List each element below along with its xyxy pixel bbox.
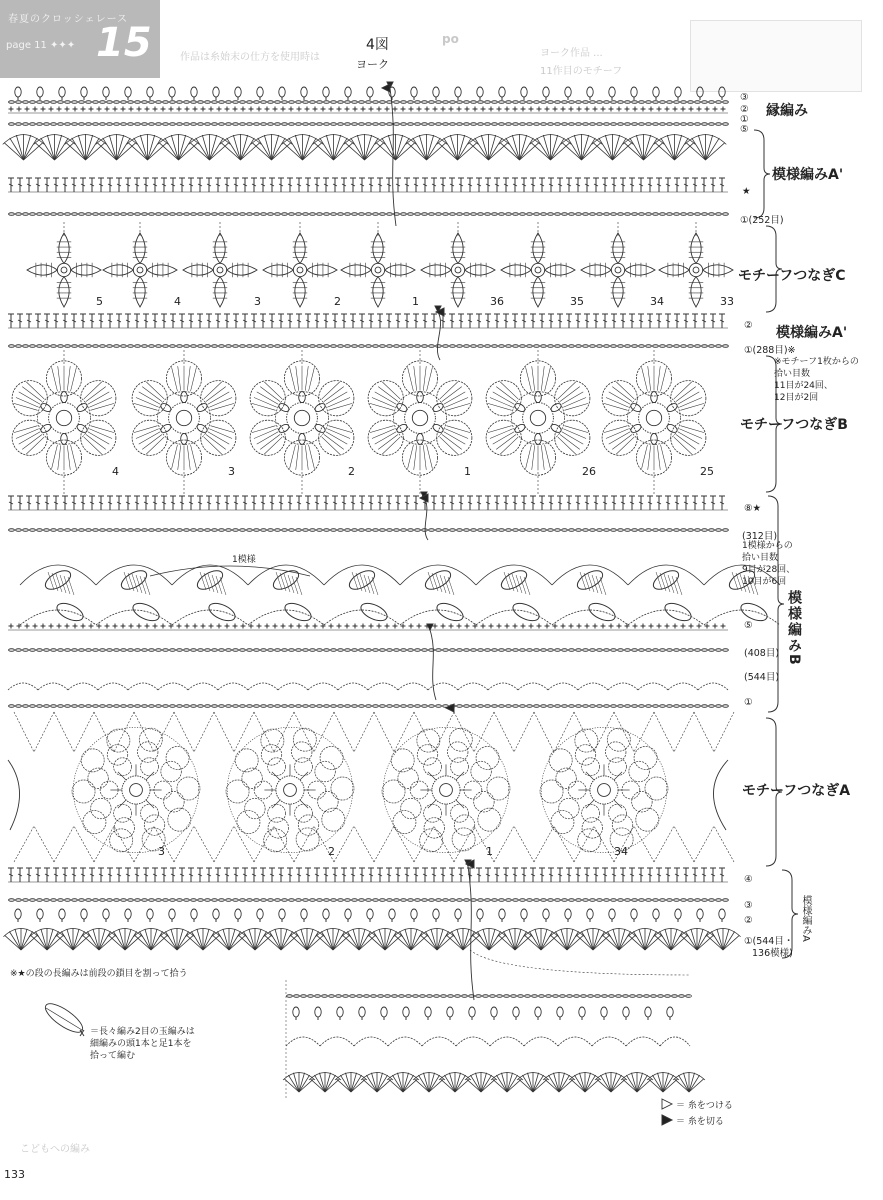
pattern-b-chain-row bbox=[8, 529, 728, 532]
motif-b-number: 3 bbox=[228, 465, 235, 478]
row-label-408: (408目) bbox=[744, 648, 780, 659]
edge-chain-row-2 bbox=[8, 123, 728, 126]
sample-fan-row bbox=[283, 1072, 705, 1092]
motif-a-number: 34 bbox=[614, 845, 628, 858]
motifs bbox=[12, 233, 733, 853]
motif-c-7 bbox=[501, 233, 575, 307]
motif-b-2 bbox=[132, 361, 236, 475]
edge-chain-row-1 bbox=[8, 101, 728, 104]
note-one-pattern: 1模様 bbox=[232, 555, 256, 565]
motif-c-number: 1 bbox=[412, 295, 419, 308]
motif-c-5 bbox=[341, 233, 415, 307]
row-label-b-1: ① bbox=[744, 697, 753, 708]
row-label-a3-4: ④ bbox=[744, 874, 753, 885]
row-label-edge-2: ② bbox=[740, 104, 749, 115]
motif-c-number: 33 bbox=[720, 295, 734, 308]
motif-c-number: 36 bbox=[490, 295, 504, 308]
label-pattern-a1: 模様編みA' bbox=[772, 167, 844, 183]
row-label-a3-3: ③ bbox=[744, 900, 753, 911]
row-label-312: (312目) bbox=[742, 531, 778, 542]
motif-b-6 bbox=[602, 361, 706, 475]
motif-c-number: 3 bbox=[254, 295, 261, 308]
motif-a-3 bbox=[382, 727, 510, 852]
pattern-a1-dc-row bbox=[8, 178, 728, 192]
badge-number: 15 bbox=[96, 20, 152, 66]
legend-attach-symbol bbox=[662, 1099, 672, 1109]
badge-series-title: 春夏のクロッシェレース bbox=[8, 14, 129, 25]
motif-b-1 bbox=[12, 361, 116, 475]
sample-bobble-row bbox=[293, 1007, 673, 1020]
pattern-a2-chain-row bbox=[8, 345, 728, 348]
motif-a-number: 3 bbox=[158, 845, 165, 858]
motif-c-2 bbox=[103, 233, 177, 307]
note-pattern-b-pickup: 1模様からの 拾い目数 9目が28回、 10目が6回 bbox=[742, 541, 796, 587]
motif-a-2 bbox=[226, 727, 354, 852]
motif-a-1 bbox=[72, 727, 200, 852]
row-label-a2-2: ② bbox=[744, 320, 753, 331]
ghost-text-right2: 11作目のモチーフ bbox=[540, 66, 623, 77]
motif-c-3 bbox=[183, 233, 257, 307]
label-edge: 縁編み bbox=[766, 103, 808, 119]
badge-page-ref: page 11 ✦✦✦ bbox=[6, 40, 76, 51]
legend-cut-symbol bbox=[662, 1115, 672, 1125]
motif-c-number: 5 bbox=[96, 295, 103, 308]
row-label-a3-2: ② bbox=[744, 915, 753, 926]
motif-c-number: 4 bbox=[174, 295, 181, 308]
legend-cut-yarn: ＝ 糸を切る bbox=[676, 1117, 724, 1127]
row-label-a3-1b: 136模様) bbox=[752, 948, 793, 959]
motif-c-1 bbox=[27, 233, 101, 307]
motif-a-zigzag-links bbox=[8, 712, 734, 862]
label-motif-c: モチーフつなぎC bbox=[738, 268, 846, 284]
row-label-544: (544目) bbox=[744, 672, 780, 683]
motif-c-number: 35 bbox=[570, 295, 584, 308]
motif-b-bottom-links bbox=[64, 472, 654, 494]
row-label-b-5: ⑤ bbox=[744, 620, 753, 631]
motif-a-4 bbox=[540, 727, 668, 852]
pattern-a3-chain-row-3 bbox=[8, 899, 728, 902]
pattern-a2-dc-row bbox=[8, 314, 728, 328]
row-label-edge-3: ③ bbox=[740, 92, 749, 103]
row-label-edge-5: ⑤ bbox=[740, 124, 749, 135]
motif-b-number: 26 bbox=[582, 465, 596, 478]
pattern-b-chain-408 bbox=[8, 649, 728, 652]
brace-pattern-a1 bbox=[754, 130, 770, 218]
edge-picot-row bbox=[15, 87, 725, 100]
motif-b-5 bbox=[486, 361, 590, 475]
motif-b-3 bbox=[250, 361, 354, 475]
row-label-star-1: ★ bbox=[742, 186, 751, 197]
label-motif-b: モチーフつなぎB bbox=[740, 417, 848, 433]
motif-b-number: 4 bbox=[112, 465, 119, 478]
row-label-288: ①(288目)※ bbox=[744, 345, 796, 356]
legend-bobble-symbol bbox=[41, 999, 86, 1037]
motif-c-6 bbox=[421, 233, 495, 307]
pattern-b-dc-row-8 bbox=[8, 496, 728, 510]
motif-c-8 bbox=[581, 233, 655, 307]
motif-a-number: 1 bbox=[486, 845, 493, 858]
pattern-b-arch-544 bbox=[8, 683, 728, 690]
motif-c-number: 2 bbox=[334, 295, 341, 308]
start-markers bbox=[382, 84, 474, 868]
pattern-a1-chain-row bbox=[8, 213, 728, 216]
figure-subtitle: ヨーク bbox=[356, 58, 389, 71]
ghost-heading-left: po bbox=[442, 32, 459, 46]
pattern-a3-dc-row-4 bbox=[8, 868, 728, 882]
label-pattern-a3: 模様編みA bbox=[800, 895, 811, 942]
row-label-252: ①(252目) bbox=[740, 215, 784, 226]
label-pattern-b: 模様編みB bbox=[786, 590, 802, 667]
note-motif-c-pickup: ※モチーフ1枚からの 拾い目数 11目が24回、 12目が2回 bbox=[774, 357, 859, 403]
motif-b-number: 25 bbox=[700, 465, 714, 478]
note-star-rows: ※★の段の長編みは前段の鎖目を割って拾う bbox=[10, 969, 188, 979]
ghost-footer: こどもへの編み bbox=[20, 1144, 90, 1155]
row-label-edge-1: ① bbox=[740, 114, 749, 125]
pattern-a3-bobble-row-2 bbox=[15, 909, 725, 922]
legend-bobble-note: ＝長々編み2目の玉編みは 細編みの頭1本と足1本を 拾って編む bbox=[90, 1027, 195, 1061]
sample-chain-row bbox=[286, 995, 691, 998]
ghost-text-right: ヨーク作品 ... bbox=[540, 48, 603, 59]
label-motif-a: モチーフつなぎA bbox=[742, 783, 851, 799]
motif-c-top-links bbox=[64, 222, 696, 236]
pattern-a3-fan-row-1 bbox=[3, 928, 740, 950]
row-label-b-8: ⑧★ bbox=[744, 503, 762, 514]
row-label-a3-1a: ①(544目・ bbox=[744, 936, 794, 947]
sample-arch-row bbox=[286, 1037, 690, 1046]
pattern-b-leaf-rows bbox=[20, 565, 780, 625]
motif-c-4 bbox=[263, 233, 337, 307]
edge-sc-row bbox=[8, 107, 728, 114]
label-pattern-a2: 模様編みA' bbox=[776, 325, 848, 341]
figure-title: 4図 bbox=[366, 37, 389, 53]
motif-a-number: 2 bbox=[328, 845, 335, 858]
legend-attach-yarn: ＝ 糸をつける bbox=[676, 1101, 733, 1111]
ghost-text-left: 作品は糸始末の仕方を使用時は bbox=[180, 52, 320, 63]
stitch-rows bbox=[3, 87, 780, 1092]
motif-c-number: 34 bbox=[650, 295, 664, 308]
motif-b-number: 1 bbox=[464, 465, 471, 478]
pattern-a1-fan-row bbox=[3, 134, 727, 160]
motif-b-4 bbox=[368, 361, 472, 475]
page-number: 133 bbox=[4, 1168, 25, 1181]
motif-b-top-links bbox=[64, 350, 654, 366]
pattern-b-chain-row-1 bbox=[8, 705, 728, 708]
pattern-b-sc-row-5 bbox=[8, 624, 728, 631]
motif-b-number: 2 bbox=[348, 465, 355, 478]
yarn-start-lines bbox=[387, 82, 474, 1000]
